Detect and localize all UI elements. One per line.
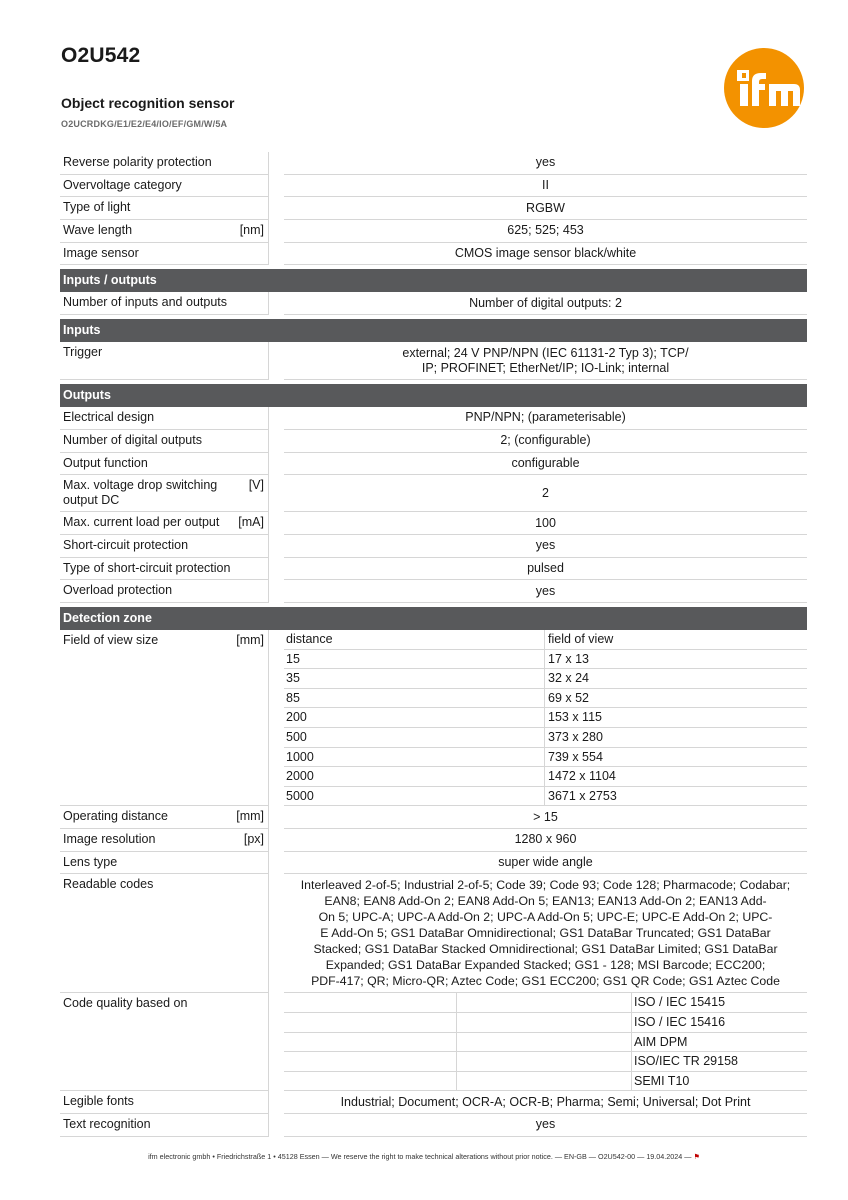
spec-label: Readable codes xyxy=(63,877,154,892)
spec-row xyxy=(60,152,807,175)
spec-label: Text recognition xyxy=(63,1117,151,1132)
spec-row xyxy=(60,1114,807,1137)
spec-value: Number of digital outputs: 2 xyxy=(284,292,807,315)
fov-distance-cell: 5000 xyxy=(284,787,545,807)
spec-label: Number of inputs and outputs xyxy=(63,295,227,310)
fov-header-row xyxy=(284,630,807,650)
list-item xyxy=(284,1052,807,1072)
readable-codes-line: Stacked; GS1 DataBar Stacked Omnidirectional; GS1 DataBar Limited; GS1 DataBar xyxy=(313,942,778,957)
spec-row xyxy=(60,407,807,430)
spec-row-readable-codes xyxy=(60,874,807,993)
spec-value: CMOS image sensor black/white xyxy=(284,243,807,266)
table-row xyxy=(284,708,807,728)
spec-row xyxy=(60,197,807,220)
code-quality-standard: AIM DPM xyxy=(632,1033,807,1053)
spec-value: yes xyxy=(284,580,807,603)
spec-label: Max. voltage drop switching output DC xyxy=(63,478,218,508)
spec-label: Max. current load per output xyxy=(63,515,220,530)
datasheet-table xyxy=(60,152,807,1137)
spec-label: Overload protection xyxy=(63,583,173,598)
spec-value: 625; 525; 453 xyxy=(284,220,807,243)
list-item xyxy=(284,1033,807,1053)
spec-value: 1280 x 960 xyxy=(284,829,807,852)
section-inputs-outputs: Inputs / outputs xyxy=(60,269,807,292)
field-of-view-table xyxy=(284,630,807,806)
product-subtitle: Object recognition sensor xyxy=(61,95,235,111)
fov-size-cell: 153 x 115 xyxy=(545,708,807,728)
spec-value: yes xyxy=(284,152,807,175)
spec-label: Image sensor xyxy=(63,245,139,260)
table-row xyxy=(284,650,807,670)
table-row xyxy=(284,669,807,689)
spec-row xyxy=(60,535,807,558)
footer-text: ifm electronic gmbh • Friedrichstraße 1 • 45128 Essen — We reserve the right to make technical alterations without prior notice. — EN-GB — O2U542-00 — 19.04.2024 — xyxy=(148,1152,692,1161)
spec-row xyxy=(60,453,807,476)
fov-size-cell: 1472 x 1104 xyxy=(545,767,807,787)
spec-value: yes xyxy=(284,535,807,558)
spec-label: Lens type xyxy=(63,854,118,869)
spec-row xyxy=(60,806,807,829)
fov-size-cell: 373 x 280 xyxy=(545,728,807,748)
fov-col-distance: distance xyxy=(284,630,545,650)
spec-row-trigger xyxy=(60,342,807,380)
page-footer xyxy=(0,1152,848,1161)
fov-size-cell: 3671 x 2753 xyxy=(545,787,807,807)
spec-label: Type of short-circuit protection xyxy=(63,560,231,575)
spec-label: Reverse polarity protection xyxy=(63,155,212,169)
spec-label: Output function xyxy=(63,455,148,470)
spec-unit: [mA] xyxy=(238,515,264,530)
readable-codes-line: EAN8; EAN8 Add-On 2; EAN8 Add-On 5; EAN13; EAN13 Add-On 2; EAN13 Add- xyxy=(324,894,767,909)
spec-value: RGBW xyxy=(284,197,807,220)
spec-label: Code quality based on xyxy=(63,996,188,1011)
spec-label: Electrical design xyxy=(63,410,155,425)
readable-codes-line: PDF-417; QR; Micro-QR; Aztec Code; GS1 ECC200; GS1 QR Code; GS1 Aztec Code xyxy=(311,974,780,989)
fov-col-field: field of view xyxy=(545,630,807,650)
fov-distance-cell: 200 xyxy=(284,708,545,728)
spec-row xyxy=(60,829,807,852)
list-item xyxy=(284,993,807,1013)
fov-distance-cell: 85 xyxy=(284,689,545,709)
code-quality-standard: ISO / IEC 15415 xyxy=(632,993,807,1013)
spec-row xyxy=(60,220,807,243)
spec-row xyxy=(60,512,807,535)
spec-label: Wave length xyxy=(63,223,133,238)
spec-row xyxy=(60,852,807,875)
readable-codes-line: E Add-On 5; GS1 DataBar Omnidirectional; GS1 DataBar Truncated; GS1 DataBar xyxy=(320,926,771,941)
spec-label: Legible fonts xyxy=(63,1094,134,1109)
ifm-logo xyxy=(723,47,805,129)
document-header xyxy=(61,44,761,129)
section-detection-zone: Detection zone xyxy=(60,607,807,630)
spec-label: Trigger xyxy=(63,345,103,360)
spec-label: Image resolution xyxy=(63,831,156,846)
spec-value: 2; (configurable) xyxy=(284,430,807,453)
spec-unit: [mm] xyxy=(236,632,264,647)
code-quality-standard: SEMI T10 xyxy=(632,1072,807,1092)
spec-value: 2 xyxy=(284,475,807,512)
table-row xyxy=(284,689,807,709)
language-flag-icon: ⚑ xyxy=(693,1152,700,1161)
spec-row xyxy=(60,475,807,512)
spec-label: Number of digital outputs xyxy=(63,432,202,447)
fov-distance-cell: 15 xyxy=(284,650,545,670)
code-quality-table xyxy=(284,993,807,1091)
fov-distance-cell: 2000 xyxy=(284,767,545,787)
spec-row xyxy=(60,175,807,198)
table-row xyxy=(284,767,807,787)
code-quality-standard: ISO / IEC 15416 xyxy=(632,1013,807,1033)
spec-value: external; 24 V PNP/NPN (IEC 61131-2 Typ 3); TCP/ IP; PROFINET; EtherNet/IP; IO-Link; internal xyxy=(284,342,807,380)
spec-row xyxy=(60,430,807,453)
spec-value: 100 xyxy=(284,512,807,535)
fov-size-cell: 69 x 52 xyxy=(545,689,807,709)
section-inputs: Inputs xyxy=(60,319,807,342)
spec-label: Operating distance xyxy=(63,809,168,824)
fov-size-cell: 17 x 13 xyxy=(545,650,807,670)
general-rows xyxy=(60,152,807,265)
table-row xyxy=(284,728,807,748)
spec-value: pulsed xyxy=(284,558,807,581)
spec-unit: [nm] xyxy=(239,223,264,238)
fov-size-cell: 739 x 554 xyxy=(545,748,807,768)
spec-row-code-quality xyxy=(60,993,807,1091)
fov-distance-cell: 500 xyxy=(284,728,545,748)
product-title: O2U542 xyxy=(61,44,141,67)
readable-codes-line: On 5; UPC-A; UPC-A Add-On 2; UPC-A Add-On 5; UPC-E; UPC-E Add-On 2; UPC- xyxy=(318,910,773,925)
fov-distance-cell: 35 xyxy=(284,669,545,689)
spec-row xyxy=(60,292,807,315)
spec-value: yes xyxy=(284,1114,807,1137)
spec-unit: [V] xyxy=(248,478,264,493)
list-item xyxy=(284,1072,807,1092)
spec-label: Type of light xyxy=(63,200,131,215)
spec-label: Overvoltage category xyxy=(63,177,182,192)
fov-size-cell: 32 x 24 xyxy=(545,669,807,689)
spec-row xyxy=(60,1091,807,1114)
spec-row xyxy=(60,580,807,603)
section-outputs: Outputs xyxy=(60,384,807,407)
spec-row xyxy=(60,558,807,581)
article-code: O2UCRDKG/E1/E2/E4/IO/EF/GM/W/5A xyxy=(61,119,228,129)
readable-codes-line: Expanded; GS1 DataBar Expanded Stacked; GS1 - 128; MSI Barcode; ECC200; xyxy=(325,958,766,973)
readable-codes-value xyxy=(284,874,807,993)
readable-codes-line: Interleaved 2-of-5; Industrial 2-of-5; Code 39; Code 93; Code 128; Pharmacode; Codabar; xyxy=(300,878,791,893)
spec-value: super wide angle xyxy=(284,852,807,875)
spec-row xyxy=(60,243,807,266)
table-row xyxy=(284,787,807,807)
spec-label: Short-circuit protection xyxy=(63,537,189,552)
spec-value: > 15 xyxy=(284,806,807,829)
fov-distance-cell: 1000 xyxy=(284,748,545,768)
table-row xyxy=(284,748,807,768)
spec-label: Field of view size xyxy=(63,632,159,647)
spec-value: configurable xyxy=(284,453,807,476)
spec-value: Industrial; Document; OCR-A; OCR-B; Pharma; Semi; Universal; Dot Print xyxy=(284,1091,807,1114)
list-item xyxy=(284,1013,807,1033)
spec-value: II xyxy=(284,175,807,198)
spec-unit: [mm] xyxy=(236,809,264,824)
spec-unit: [px] xyxy=(243,831,264,846)
code-quality-standard: ISO/IEC TR 29158 xyxy=(632,1052,807,1072)
spec-value: PNP/NPN; (parameterisable) xyxy=(284,407,807,430)
